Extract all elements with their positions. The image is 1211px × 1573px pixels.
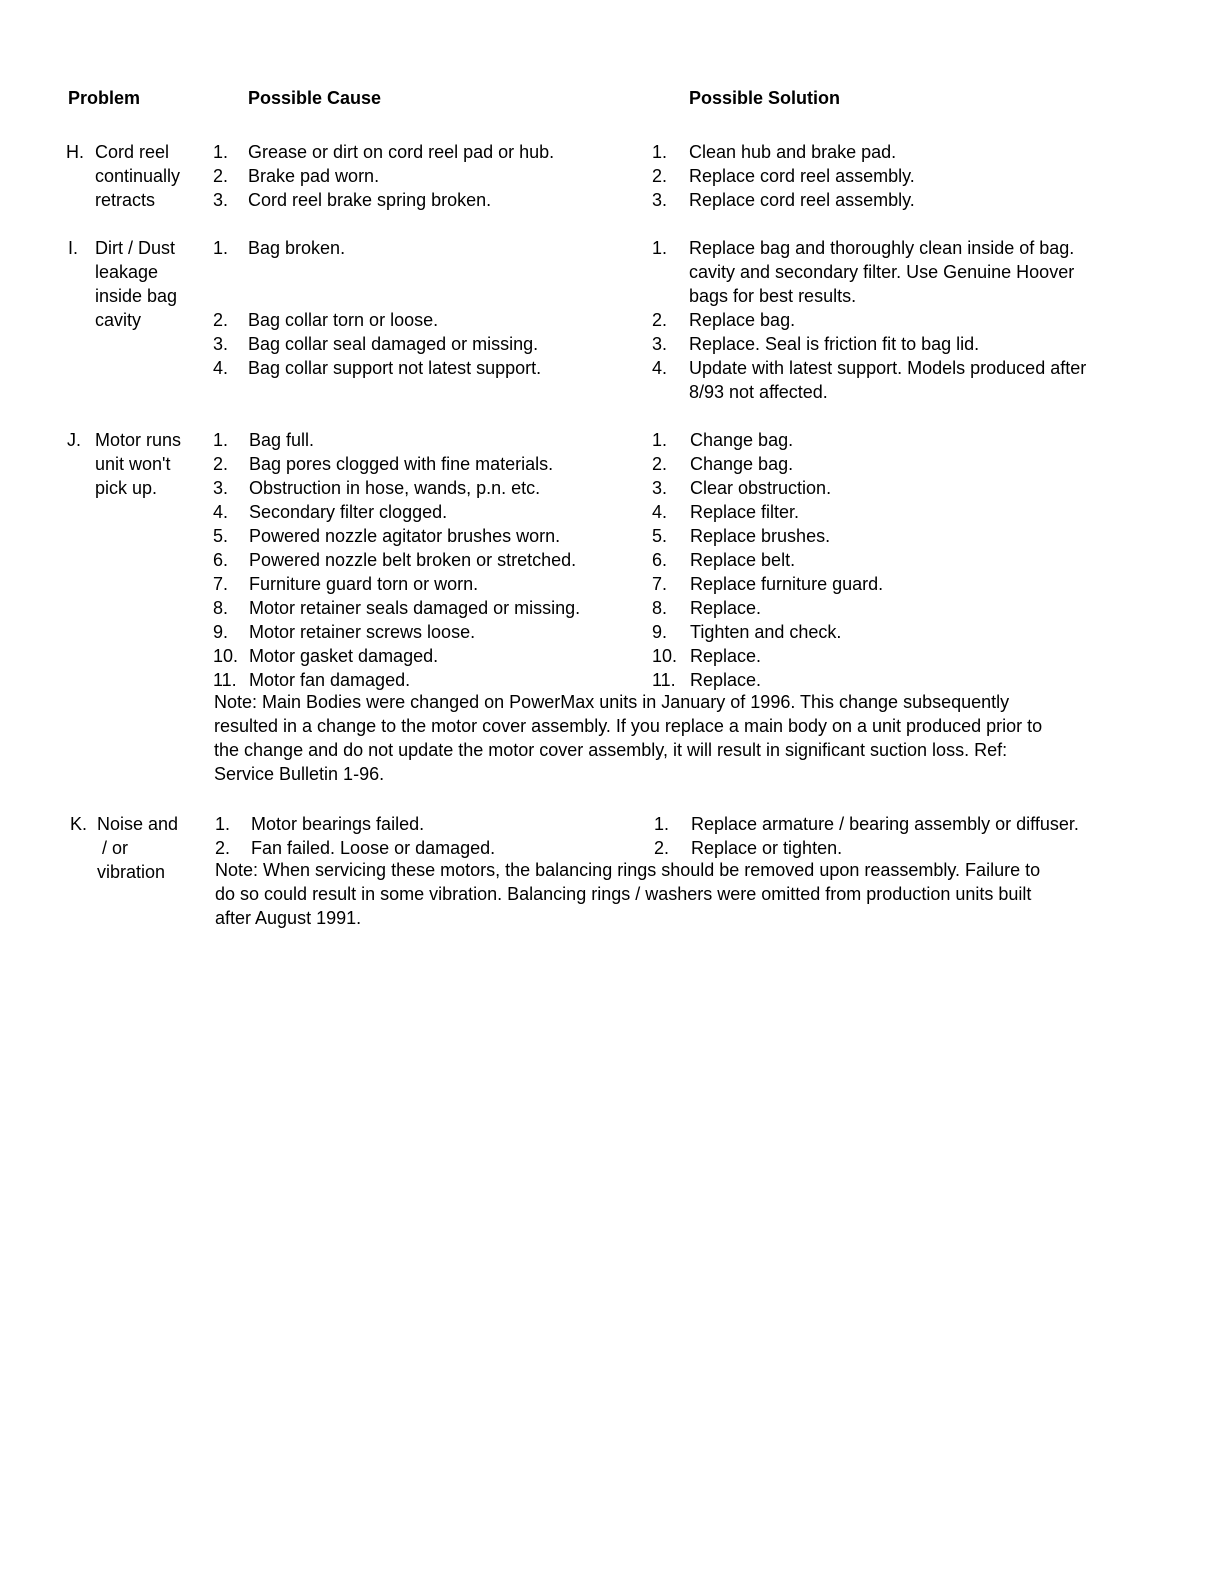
header-possible-solution: Possible Solution bbox=[689, 88, 841, 108]
solution-text: Replace filter. bbox=[690, 502, 800, 522]
cause-text: Motor bearings failed. bbox=[251, 814, 425, 834]
solution-number: 3. bbox=[652, 334, 668, 354]
cause-number: 7. bbox=[213, 574, 229, 594]
solution-number: 1. bbox=[652, 142, 668, 162]
solution-number: 4. bbox=[652, 502, 668, 522]
solution-number: 10. bbox=[652, 646, 678, 666]
solution-text: Replace cord reel assembly. bbox=[689, 190, 915, 210]
solution-number: 2. bbox=[652, 166, 668, 186]
problem-text-line: / or bbox=[102, 838, 129, 858]
solution-text: Replace. Seal is friction fit to bag lid. bbox=[689, 334, 980, 354]
solution-number: 3. bbox=[652, 190, 668, 210]
problem-letter: I. bbox=[68, 238, 79, 258]
cause-number: 4. bbox=[213, 502, 229, 522]
solution-number: 3. bbox=[652, 478, 668, 498]
solution-text: Replace. bbox=[690, 646, 762, 666]
solution-text: Replace. bbox=[690, 598, 762, 618]
problem-letter: K. bbox=[70, 814, 88, 834]
cause-text: Bag collar support not latest support. bbox=[248, 358, 542, 378]
problem-text-line: Cord reel bbox=[95, 142, 170, 162]
cause-number: 1. bbox=[213, 238, 229, 258]
solution-number: 4. bbox=[652, 358, 668, 378]
solution-text: 8/93 not affected. bbox=[689, 382, 828, 402]
problem-text-line: Motor runs bbox=[95, 430, 182, 450]
problem-text-line: Dirt / Dust bbox=[95, 238, 176, 258]
problem-letter: H. bbox=[66, 142, 84, 162]
cause-text: Bag collar seal damaged or missing. bbox=[248, 334, 539, 354]
cause-number: 4. bbox=[213, 358, 229, 378]
cause-number: 2. bbox=[213, 166, 229, 186]
solution-number: 6. bbox=[652, 550, 668, 570]
cause-number: 2. bbox=[215, 838, 231, 858]
cause-text: Powered nozzle belt broken or stretched. bbox=[249, 550, 577, 570]
problem-text-line: cavity bbox=[95, 310, 142, 330]
note-line: Service Bulletin 1-96. bbox=[214, 764, 385, 784]
cause-text: Secondary filter clogged. bbox=[249, 502, 448, 522]
solution-text: Replace cord reel assembly. bbox=[689, 166, 915, 186]
cause-number: 9. bbox=[213, 622, 229, 642]
note-line: Note: When servicing these motors, the balancing rings should be removed upon reassembly. Failure to bbox=[215, 860, 1041, 880]
cause-text: Obstruction in hose, wands, p.n. etc. bbox=[249, 478, 541, 498]
problem-text-line: retracts bbox=[95, 190, 156, 210]
cause-text: Motor retainer seals damaged or missing. bbox=[249, 598, 581, 618]
cause-text: Motor fan damaged. bbox=[249, 670, 411, 690]
problem-text-line: continually bbox=[95, 166, 181, 186]
cause-text: Grease or dirt on cord reel pad or hub. bbox=[248, 142, 555, 162]
cause-number: 1. bbox=[213, 430, 229, 450]
problem-text-line: inside bag bbox=[95, 286, 178, 306]
problem-text-line: leakage bbox=[95, 262, 159, 282]
solution-text: Change bag. bbox=[690, 430, 794, 450]
cause-text: Furniture guard torn or worn. bbox=[249, 574, 479, 594]
cause-number: 2. bbox=[213, 310, 229, 330]
note-line: resulted in a change to the motor cover assembly. If you replace a main body on a unit produced prior to bbox=[214, 716, 1043, 736]
cause-text: Bag pores clogged with fine materials. bbox=[249, 454, 554, 474]
cause-number: 8. bbox=[213, 598, 229, 618]
solution-text: Replace bag. bbox=[689, 310, 796, 330]
solution-text: Replace brushes. bbox=[690, 526, 831, 546]
solution-number: 2. bbox=[654, 838, 670, 858]
cause-number: 6. bbox=[213, 550, 229, 570]
solution-text: Tighten and check. bbox=[690, 622, 842, 642]
cause-number: 1. bbox=[215, 814, 231, 834]
solution-text: Replace furniture guard. bbox=[690, 574, 884, 594]
header-problem: Problem bbox=[68, 88, 141, 108]
problem-letter: J. bbox=[67, 430, 82, 450]
cause-number: 3. bbox=[213, 334, 229, 354]
solution-text: Replace or tighten. bbox=[691, 838, 843, 858]
cause-text: Bag collar torn or loose. bbox=[248, 310, 439, 330]
cause-number: 1. bbox=[213, 142, 229, 162]
solution-number: 2. bbox=[652, 454, 668, 474]
cause-number: 3. bbox=[213, 190, 229, 210]
solution-number: 7. bbox=[652, 574, 668, 594]
header-possible-cause: Possible Cause bbox=[248, 88, 382, 108]
cause-text: Brake pad worn. bbox=[248, 166, 380, 186]
solution-text: Clear obstruction. bbox=[690, 478, 832, 498]
solution-text: Replace belt. bbox=[690, 550, 796, 570]
problem-text-line: pick up. bbox=[95, 478, 158, 498]
cause-text: Powered nozzle agitator brushes worn. bbox=[249, 526, 561, 546]
cause-number: 11. bbox=[213, 670, 237, 690]
cause-number: 5. bbox=[213, 526, 229, 546]
cause-text: Cord reel brake spring broken. bbox=[248, 190, 492, 210]
note-line: do so could result in some vibration. Balancing rings / washers were omitted from production units built bbox=[215, 884, 1032, 904]
problem-text-line: vibration bbox=[97, 862, 166, 882]
solution-text: Replace armature / bearing assembly or diffuser. bbox=[691, 814, 1079, 834]
cause-text: Bag full. bbox=[249, 430, 315, 450]
solution-number: 1. bbox=[652, 430, 668, 450]
solution-text: Change bag. bbox=[690, 454, 794, 474]
solution-number: 9. bbox=[652, 622, 668, 642]
note-line: Note: Main Bodies were changed on PowerMax units in January of 1996. This change subsequently bbox=[214, 692, 1010, 712]
cause-number: 2. bbox=[213, 454, 229, 474]
cause-number: 10. bbox=[213, 646, 239, 666]
solution-number: 1. bbox=[654, 814, 670, 834]
cause-text: Motor retainer screws loose. bbox=[249, 622, 476, 642]
solution-number: 5. bbox=[652, 526, 668, 546]
note-line: the change and do not update the motor cover assembly, it will result in significant suction loss. Ref: bbox=[214, 740, 1008, 760]
solution-number: 2. bbox=[652, 310, 668, 330]
solution-number: 1. bbox=[652, 238, 668, 258]
cause-number: 3. bbox=[213, 478, 229, 498]
solution-text: Replace bag and thoroughly clean inside of bag. bbox=[689, 238, 1075, 258]
solution-text: Clean hub and brake pad. bbox=[689, 142, 897, 162]
note-line: after August 1991. bbox=[215, 908, 362, 928]
solution-number: 8. bbox=[652, 598, 668, 618]
solution-text: Replace. bbox=[690, 670, 762, 690]
solution-text: Update with latest support. Models produced after bbox=[689, 358, 1087, 378]
solution-text: cavity and secondary filter. Use Genuine Hoover bbox=[689, 262, 1075, 282]
solution-text: bags for best results. bbox=[689, 286, 857, 306]
cause-text: Fan failed. Loose or damaged. bbox=[251, 838, 496, 858]
problem-text-line: unit won't bbox=[95, 454, 171, 474]
cause-text: Bag broken. bbox=[248, 238, 346, 258]
solution-number: 11. bbox=[652, 670, 676, 690]
problem-text-line: Noise and bbox=[97, 814, 179, 834]
cause-text: Motor gasket damaged. bbox=[249, 646, 439, 666]
